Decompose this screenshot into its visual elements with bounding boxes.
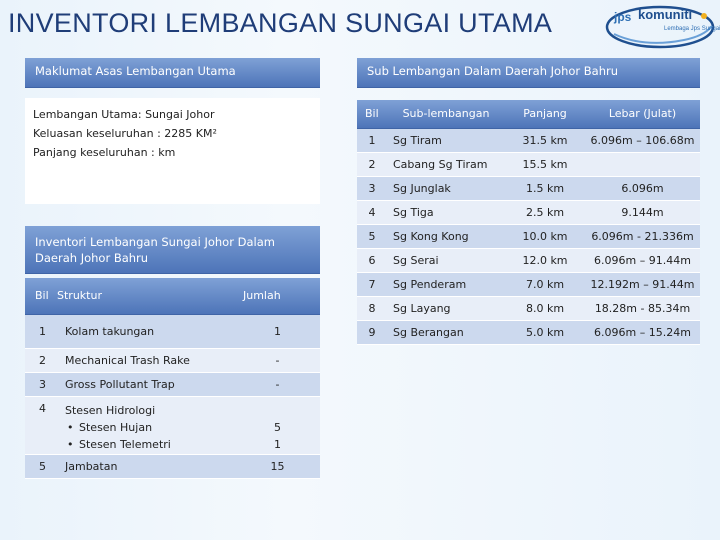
inventory-bil: 4: [25, 396, 57, 454]
sub-basin-col-panjang: Panjang: [505, 100, 585, 128]
inventory-jumlah: 1: [235, 314, 320, 348]
sub-basin-name: Sg Berangan: [387, 320, 505, 344]
inventory-bil: 5: [25, 454, 57, 478]
inventory-row: [25, 348, 320, 372]
sub-basin-table: [357, 100, 700, 345]
sub-basin-bil: 1: [357, 128, 387, 152]
inventory-jumlah: 1: [274, 437, 281, 451]
basic-info-line-1: Lembangan Utama: Sungai Johor: [33, 108, 215, 121]
inventory-jumlah-group: [235, 396, 320, 454]
logo-text-komuniti: komuniti: [638, 7, 693, 22]
sub-basin-col-bil: Bil: [357, 100, 387, 128]
sub-basin-bil: 6: [357, 248, 387, 272]
sub-basin-bil: 4: [357, 200, 387, 224]
sub-basin-lebar: 6.096m - 21.336m: [585, 224, 700, 248]
sub-basin-name: Sg Tiram: [387, 128, 505, 152]
sub-basin-name: Sg Penderam: [387, 272, 505, 296]
sub-basin-name: Sg Tiga: [387, 200, 505, 224]
inventory-struktur: Jambatan: [57, 454, 235, 478]
inventory-col-jumlah: Jumlah: [235, 278, 320, 314]
sub-basin-lebar: 9.144m: [585, 200, 700, 224]
sub-basin-panjang: 10.0 km: [505, 224, 585, 248]
inventory-jumlah: -: [235, 372, 320, 396]
sub-basin-row: [357, 224, 700, 248]
logo-subtitle: Lembaga Jps Sungai: [664, 26, 720, 32]
inventory-bil: 2: [25, 348, 57, 372]
sub-basin-bil: 2: [357, 152, 387, 176]
inventory-sublist: [65, 419, 235, 453]
sub-basin-lebar: [585, 152, 700, 176]
basic-info-header: Maklumat Asas Lembangan Utama: [25, 58, 320, 88]
sub-basin-bil: 9: [357, 320, 387, 344]
sub-basin-col-lebar: Lebar (Julat): [585, 100, 700, 128]
sub-basin-name: Sg Serai: [387, 248, 505, 272]
sub-basin-lebar: 6.096m: [585, 176, 700, 200]
inventory-jumlah: 15: [235, 454, 320, 478]
basic-info-line-2: Keluasan keseluruhan : 2285 KM²: [33, 127, 217, 140]
sub-basin-bil: 3: [357, 176, 387, 200]
sub-basin-panjang: 12.0 km: [505, 248, 585, 272]
inventory-col-struktur: Struktur: [57, 278, 235, 314]
sub-basin-lebar: 6.096m – 106.68m: [585, 128, 700, 152]
sub-basin-row: [357, 248, 700, 272]
sub-basin-row: [357, 296, 700, 320]
sub-basin-panjang: 5.0 km: [505, 320, 585, 344]
sub-basin-lebar: 6.096m – 91.44m: [585, 248, 700, 272]
sub-basin-lebar: 12.192m – 91.44m: [585, 272, 700, 296]
inventory-row: [25, 454, 320, 478]
sub-basin-panjang: 1.5 km: [505, 176, 585, 200]
sub-basin-panjang: 31.5 km: [505, 128, 585, 152]
inventory-jumlah: 5: [274, 420, 281, 434]
inventory-struktur-group: [57, 396, 235, 454]
inventory-struktur: Kolam takungan: [57, 314, 235, 348]
sub-basin-row: [357, 152, 700, 176]
basic-info-panel: [25, 98, 320, 204]
sub-basin-panjang: 8.0 km: [505, 296, 585, 320]
inventory-row: [25, 372, 320, 396]
inventory-struktur: Mechanical Trash Rake: [57, 348, 235, 372]
inventory-bil: 1: [25, 314, 57, 348]
sub-basin-row: [357, 200, 700, 224]
sub-basin-bil: 7: [357, 272, 387, 296]
sub-basin-header: Sub Lembangan Dalam Daerah Johor Bahru: [357, 58, 700, 88]
sub-basin-row: [357, 320, 700, 344]
sub-basin-name: Cabang Sg Tiram: [387, 152, 505, 176]
inventory-jumlah: -: [235, 348, 320, 372]
sub-basin-name: Sg Junglak: [387, 176, 505, 200]
sub-basin-bil: 5: [357, 224, 387, 248]
sub-basin-name: Sg Layang: [387, 296, 505, 320]
inventory-sub-item: • Stesen Telemetri: [65, 436, 235, 453]
jps-komuniti-logo: [604, 4, 720, 50]
sub-basin-row: [357, 272, 700, 296]
sub-basin-col-name: Sub-lembangan: [387, 100, 505, 128]
inventory-struktur: Stesen Hidrologi: [65, 403, 156, 417]
sub-basin-panjang: 7.0 km: [505, 272, 585, 296]
page-title: INVENTORI LEMBANGAN SUNGAI UTAMA: [8, 8, 553, 38]
inventory-struktur: Gross Pollutant Trap: [57, 372, 235, 396]
inventory-header: Inventori Lembangan Sungai Johor Dalam Daerah Johor Bahru: [25, 226, 320, 274]
inventory-bil: 3: [25, 372, 57, 396]
inventory-sub-item: • Stesen Hujan: [65, 419, 235, 436]
sub-basin-panjang: 15.5 km: [505, 152, 585, 176]
sub-basin-row: [357, 176, 700, 200]
sub-basin-row: [357, 128, 700, 152]
inventory-table: [25, 278, 320, 479]
inventory-row: [25, 396, 320, 454]
inventory-row: [25, 314, 320, 348]
sub-basin-bil: 8: [357, 296, 387, 320]
inventory-col-bil: Bil: [25, 278, 57, 314]
logo-text-jps: jps: [614, 10, 632, 24]
sub-basin-lebar: 18.28m - 85.34m: [585, 296, 700, 320]
basic-info-line-3: Panjang keseluruhan : km: [33, 146, 176, 159]
sub-basin-name: Sg Kong Kong: [387, 224, 505, 248]
sub-basin-panjang: 2.5 km: [505, 200, 585, 224]
sub-basin-lebar: 6.096m – 15.24m: [585, 320, 700, 344]
